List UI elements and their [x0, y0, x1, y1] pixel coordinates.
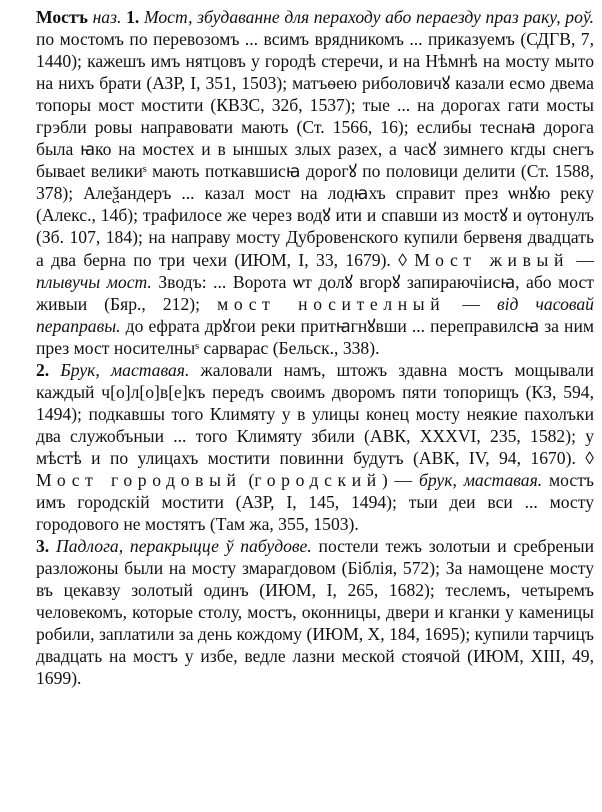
phrase-term: Мост живый — [414, 249, 570, 270]
sense-quotations: по мостомъ по перевозомъ ... всимъ врядникомъ ... приказуемъ (СДГВ, 7, 1440); кажешъ имъ нятцовъ у городѣ стеречи, и на Нѣмнѣ на мосту мыто на нихъ брати (АЗР, I, 351, 1503); матъѳею риболовичꙋ казали есмо двема топоры мост мостити (КВЗС, 32б, 1537); тые ... на дорогах гати мосты грэбли ровы направовати мають (Ст. 1566, 16); еслибы теснаꙗ дорога была ꙗко на мостех и в ыншых злых разех, а часꙋ зимнего кгды снегъ бываеt великиˢ мають поткавшисꙗ дорогꙋ по половици делити (Ст. 1588, 378); Алеѯандеръ ... казал мост на лодꙗхъ справит през ѡнꙋю реку (Алекс., 14б); трафилосе же через водꙋ ити и спавши из мостꙋ и ѹтонулъ (Зб. 107, 184); на направу мосту Дубровенского купили бервеня двадцать а два берна по три чехи (ИЮМ, I, 33, 1679). — [36, 29, 594, 270]
phrase-separator: — — [462, 293, 480, 314]
phrase-term: Мост городовый — [36, 469, 242, 490]
phrase-gloss: брук, маставая. — [419, 469, 543, 490]
phrase-term: мост носителный — [217, 293, 446, 314]
part-of-speech-label: наз. — [92, 7, 122, 27]
sense-quotations: постели тежъ золотыи и сребреныи разложоны были на мосту змарагдовом (Біблія, 572); За намощене мосту въ цекавзу золотый одинъ (ИЮМ, I, 265, 1682); теслемъ, четыремъ человекомъ, которые столу, мостъ, оконницы, двери и кганки у каменицы робили, заплатили за день кождому (ИЮМ, X, 184, 1695); купили тарчицъ двадцать на мостъ у избе, ведле лазни меской стоячой (ИЮМ, XIII, 49, 1699). — [36, 536, 594, 689]
phrase-gloss: плывучы мост. — [36, 271, 152, 292]
headword: Мостъ — [36, 7, 88, 27]
phrase-quotations: мостъ имъ городскій мостити (АЗР, I, 145, 1494); тыи деи вси ... мосту городового не мостятъ (Там жа, 355, 1503). — [36, 469, 594, 535]
sense-number: 3. — [36, 536, 50, 557]
sense-gloss: Мост, збудаванне для пераходу або пераезду праз раку, роў. — [143, 7, 594, 27]
sense-gloss: Брук, маставая. — [60, 359, 190, 380]
sense-number: 1. — [126, 7, 140, 27]
sense-1-paragraph: Мостъ наз. 1. Мост, збудаванне для пераходу або пераезду праз раку, роў. по мостомъ по перевозомъ ... всимъ врядникомъ ... приказуемъ (СДГВ, 7, 1440); кажешъ имъ нятцовъ у городѣ стеречи, и на Нѣмнѣ на мосту мыто на нихъ брати (АЗР, I, 351, 1503); матъѳею риболовичꙋ казали есмо двема топоры мост мостити (КВЗС, 32б, 1537); тые ... на дорогах гати мосты грэбли ровы направовати мають (Ст. 1566, 16); еслибы теснаꙗ дорога была ꙗко на мостех и в ыншых злых разех, а часꙋ зимнего кгды снегъ бываеt великиˢ мають поткавшисꙗ дорогꙋ по половици делити (Ст. 1588, 378); Алеѯандеръ ... казал мост на лодꙗхъ справит през ѡнꙋю реку (Алекс., 14б); трафилосе же через водꙋ ити и спавши из мостꙋ и ѹтонулъ (Зб. 107, 184); на направу мосту Дубровенского купили бервеня двадцать а два берна по три чехи (ИЮМ, I, 33, 1679). ◊ Мост живый — плывучы мост. Зводъ: ... Ворота ѡт долꙋ вгорꙋ запираючіисꙗ, або мост живыи (Бяр., 212); мост носителный — від часовай пераправы. до ефрата дрꙋгои реки притꙗгнꙋвши ... переправилсꙗ за ним през мост носителныˢ сарварас (Бельск., 338). — [36, 7, 595, 358]
sense-2-paragraph: 2. Брук, маставая. жаловали намъ, штожъ здавна мостъ мощывали каждый ч[о]л[о]в[е]къ передъ своимъ дворомъ пяти топорищъ (КЗ, 594, 1494); подкавшы того Климяту у в улицы конец мосту неякие пахолъки два служобъныи ... того Климяту збили (АВК, XXXVI, 235, 1582); у мѣстѣ и по улицахъ мостити повинни будутъ (АВК, IV, 94, 1670). ◊ Мост городовый (городский) — брук, маставая. мостъ имъ городскій мостити (АЗР, I, 145, 1494); тыи деи вси ... мосту городового не мостятъ (Там жа, 355, 1503). — [36, 359, 594, 535]
phrase-marker: ◊ — [585, 447, 594, 468]
phrase-variant: городский — [254, 469, 382, 490]
sense-number: 2. — [36, 359, 50, 380]
phrase-separator: — — [394, 469, 413, 490]
sense-gloss: Падлога, перакрыцце ў пабудове. — [55, 536, 312, 557]
phrase-quotations: Зводъ: ... Ворота ѡт долꙋ вгорꙋ запираючіисꙗ, або мост живыи (Бяр., 212); — [36, 271, 594, 314]
phrase-marker: ◊ — [398, 249, 407, 270]
phrase-quotations: до ефрата дрꙋгои реки притꙗгнꙋвши ... переправилсꙗ за ним през мост носителныˢ сарварас (Бельск., 338). — [36, 315, 595, 358]
sense-quotations: жаловали намъ, штожъ здавна мостъ мощывали каждый ч[о]л[о]в[е]къ передъ своимъ дворомъ пяти топорищъ (КЗ, 594, 1494); подкавшы того Климяту у в улицы конец мосту неякие пахолъки два служобъныи ... того Климяту збили (АВК, XXXVI, 235, 1582); у мѣстѣ и по улицахъ мостити повинни будутъ (АВК, IV, 94, 1670). — [36, 359, 594, 468]
phrase-gloss: від часовай пераправы. — [36, 293, 594, 336]
sense-3-paragraph — [12, 535, 594, 689]
